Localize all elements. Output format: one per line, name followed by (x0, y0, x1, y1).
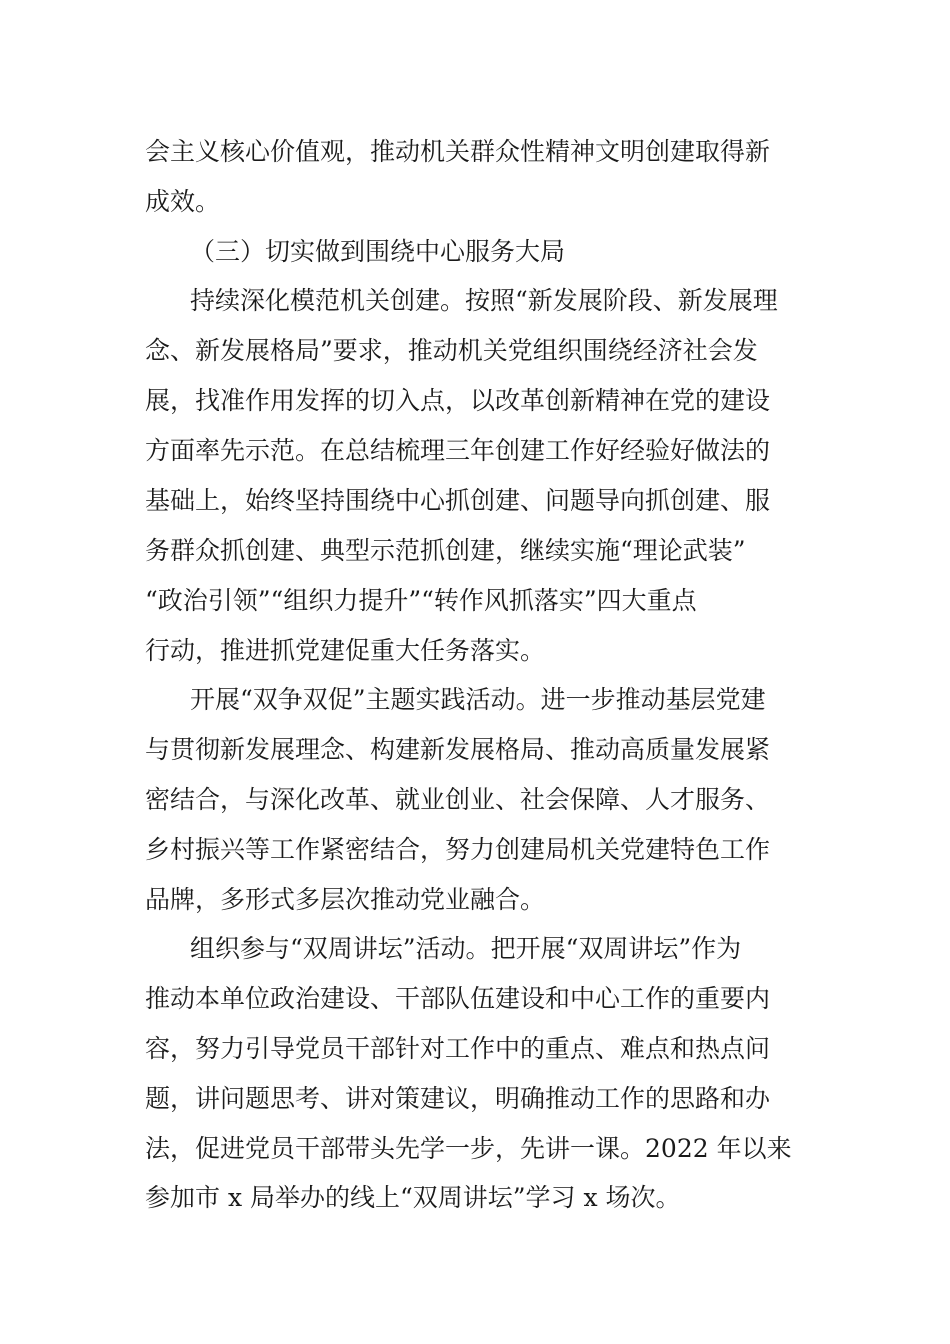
text-line: 与贯彻新发展理念、构建新发展格局、推动高质量发展紧 (145, 735, 771, 764)
text-line: “政治引领”“组织力提升”“转作风抓落实”四大重点 (145, 586, 697, 615)
text-line: 会主义核心价值观，推动机关群众性精神文明创建取得新 (145, 137, 771, 166)
text-line: 法，促进党员干部带头先学一步，先讲一课。2022 年以来 (145, 1134, 792, 1163)
text-line: 密结合，与深化改革、就业创业、社会保障、人才服务、 (145, 785, 771, 814)
text-line: 务群众抓创建、典型示范抓创建，继续实施“理论武装” (145, 536, 746, 565)
text-line: 容，努力引导党员干部针对工作中的重点、难点和热点问 (145, 1034, 771, 1063)
text-line: 方面率先示范。在总结梳理三年创建工作好经验好做法的 (145, 436, 771, 465)
text-line: 参加市 x 局举办的线上“双周讲坛”学习 x 场次。 (145, 1183, 681, 1212)
paragraph-start: 持续深化模范机关创建。按照“新发展阶段、新发展理 (190, 286, 778, 315)
text-line: 成效。 (145, 187, 221, 216)
text-line: 推动本单位政治建设、干部队伍建设和中心工作的重要内 (145, 984, 771, 1013)
paragraph-start: 组织参与“双周讲坛”活动。把开展“双周讲坛”作为 (190, 934, 742, 963)
text-line: 行动，推进抓党建促重大任务落实。 (145, 636, 546, 665)
text-line: 基础上，始终坚持围绕中心抓创建、问题导向抓创建、服 (145, 486, 771, 515)
text-line: 展，找准作用发挥的切入点，以改革创新精神在党的建设 (145, 386, 771, 415)
text-line: 念、新发展格局”要求，推动机关党组织围绕经济社会发 (145, 336, 758, 365)
section-heading: （三）切实做到围绕中心服务大局 (190, 237, 566, 266)
text-line: 品牌，多形式多层次推动党业融合。 (145, 885, 546, 914)
text-line: 题，讲问题思考、讲对策建议，明确推动工作的思路和办 (145, 1084, 771, 1113)
text-line: 乡村振兴等工作紧密结合，努力创建局机关党建特色工作 (145, 835, 771, 864)
paragraph-start: 开展“双争双促”主题实践活动。进一步推动基层党建 (190, 685, 766, 714)
